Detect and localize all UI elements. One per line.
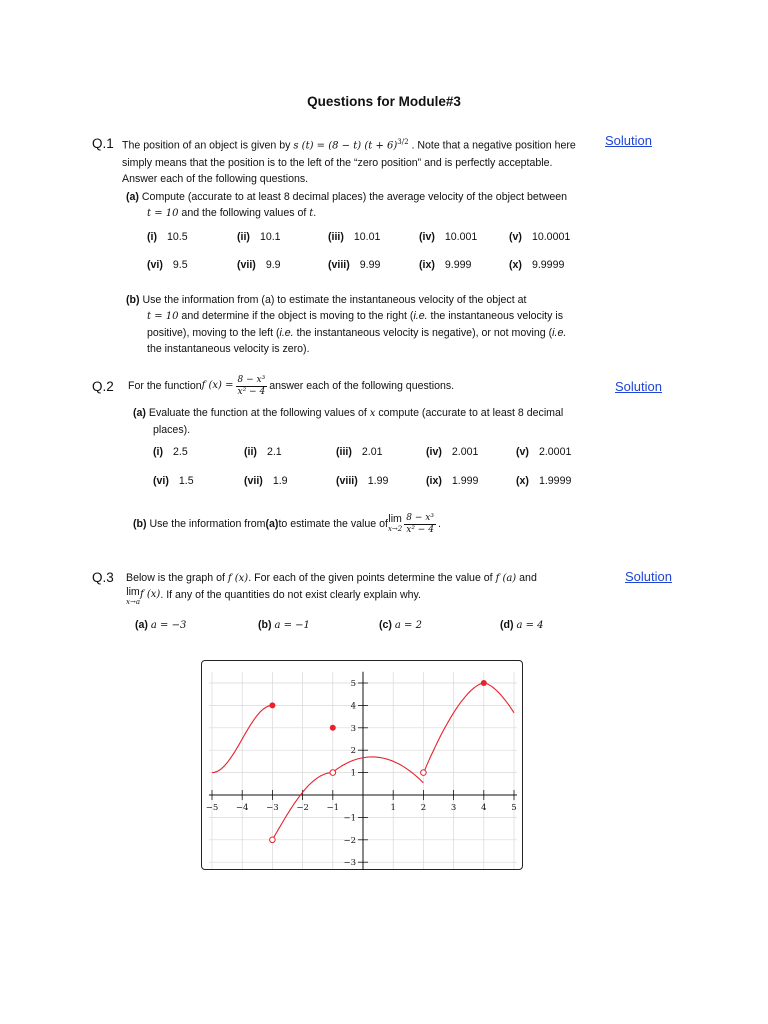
value-item (509, 259, 564, 271)
x-tick-label: 1 (390, 803, 396, 813)
value-number: 10.001 (444, 231, 478, 243)
y-tick-label: 5 (350, 679, 356, 689)
value-number: 9.999 (444, 259, 472, 271)
x-tick-label: −3 (266, 803, 279, 813)
value-label: (i) (153, 446, 163, 458)
value-number: 10.0001 (531, 231, 571, 243)
open-point (421, 770, 427, 776)
x-tick-label: −1 (326, 803, 340, 813)
value-number: 2.5 (173, 446, 188, 458)
value-label: (vi) (147, 259, 163, 271)
value-item (336, 446, 383, 458)
question-number-2: Q.2 (92, 379, 114, 394)
q3-part-value: a = 2 (394, 620, 422, 631)
value-number: 1.9 (272, 475, 288, 487)
value-label: (vii) (244, 475, 263, 487)
value-item (244, 475, 288, 487)
value-label: (ix) (426, 475, 442, 487)
q1-part-a: (a) Compute (accurate to at least 8 decimal places) the average velocity of the object between t = 10 and the following values of t. (126, 191, 568, 219)
value-item (426, 475, 478, 487)
x-tick-label: −5 (205, 803, 219, 813)
y-tick-label: 3 (350, 723, 356, 734)
question-number-3: Q.3 (92, 570, 114, 585)
value-item (237, 231, 281, 243)
value-item (237, 259, 281, 271)
value-label: (iv) (426, 446, 442, 458)
value-number: 9.9999 (531, 259, 565, 271)
value-number: 2.1 (266, 446, 282, 458)
value-item (516, 446, 571, 458)
value-label: (x) (509, 259, 522, 271)
value-item (147, 259, 188, 271)
q3-part (258, 617, 310, 634)
q3-part-label: (c) (379, 619, 395, 631)
value-label: (i) (147, 231, 157, 243)
value-label: (ix) (419, 259, 435, 271)
value-number: 10.01 (353, 231, 381, 243)
page-title: Questions for Module#3 (307, 94, 461, 109)
y-tick-label: 2 (350, 746, 356, 757)
value-item (426, 446, 478, 458)
function-graph (201, 660, 523, 870)
value-item (516, 475, 571, 487)
q3-part (500, 617, 544, 634)
q2-part-b: (b) Use the information from (a) to estimate the value of lim x→2 $\frac{\text{8 − x³}}{\text{x² − 4}}$ . (133, 512, 441, 535)
value-label: (ii) (244, 446, 257, 458)
value-label: (iii) (336, 446, 352, 458)
q2-part-a: (a) Evaluate the function at the following values of x compute (accurate to at least 8 decimal places). (133, 407, 564, 436)
x-tick-label: −2 (296, 803, 309, 813)
value-label: (v) (509, 231, 522, 243)
closed-point (481, 680, 487, 686)
q1-part-b: (b) Use the information from (a) to estimate the instantaneous velocity of the object at t = 10 and determine if the object is moving to the right (i.e. the instantaneous velocity is positive), moving to the left (i.e. the instantaneous velocity is negative), or not moving (i.e. the instantaneous velocity is zero). (126, 294, 567, 355)
value-number: 2.001 (451, 446, 479, 458)
closed-point (269, 702, 275, 708)
q3-solution-link[interactable]: Solution (625, 569, 672, 584)
q1-intro: The position of an object is given by s (t) = (8 − t) $(t + 6)^{3/2}$ . Note that a negative position here simply means that the position is to the left of the “zero position” and is perfectly acceptable. Answer each of the following questions. (122, 138, 576, 185)
y-tick-label: 1 (350, 768, 356, 779)
open-point (330, 770, 336, 776)
value-number: 2.01 (361, 446, 383, 458)
function-curve (333, 757, 424, 783)
x-tick-label: 2 (420, 803, 427, 813)
question-number-1: Q.1 (92, 136, 114, 151)
value-number: 10.1 (259, 231, 281, 243)
q2-solution-link[interactable]: Solution (615, 379, 662, 394)
value-label: (v) (516, 446, 529, 458)
value-label: (iv) (419, 231, 435, 243)
value-item (419, 231, 477, 243)
y-tick-label: 4 (350, 701, 356, 712)
x-tick-label: 5 (511, 803, 517, 813)
q3-part (135, 617, 186, 634)
q3-part-label: (b) (258, 619, 275, 631)
value-item (336, 475, 388, 487)
value-number: 9.9 (265, 259, 281, 271)
value-item (328, 231, 380, 243)
value-item (328, 259, 380, 271)
q3-part-value: a = 4 (516, 620, 544, 631)
q3-part-label: (a) (135, 619, 151, 631)
y-tick-label: −3 (343, 858, 356, 869)
value-label: (iii) (328, 231, 344, 243)
value-label: (viii) (336, 475, 358, 487)
q3-part-value: a = −3 (150, 620, 187, 631)
open-point (270, 837, 276, 843)
value-item (419, 259, 471, 271)
value-number: 1.9999 (538, 475, 572, 487)
q3-part-label: (d) (500, 619, 517, 631)
value-label: (viii) (328, 259, 350, 271)
value-label: (vi) (153, 475, 169, 487)
value-label: (ii) (237, 231, 250, 243)
value-item (509, 231, 570, 243)
x-tick-label: 4 (481, 803, 487, 813)
value-item (147, 231, 188, 243)
value-number: 2.0001 (538, 446, 572, 458)
q3-parts (135, 617, 595, 633)
function-curve (423, 683, 514, 773)
q3-intro: Below is the graph of f (x). For each of the given points determine the value of f (a) and lim x→a f (x) . If any of the quantities do not exist clearly explain why. (126, 572, 537, 606)
value-number: 1.999 (451, 475, 479, 487)
value-item (244, 446, 282, 458)
q2-intro: For the function f (x) = $\frac{\text{8 − x³}}{\text{x² − 4}}$ answer each of the following questions. (128, 374, 455, 397)
value-number: 1.99 (367, 475, 389, 487)
value-number: 1.5 (178, 475, 194, 487)
value-number: 10.5 (167, 231, 188, 243)
value-number: 9.5 (172, 259, 188, 271)
x-tick-label: −4 (235, 803, 249, 813)
q1-solution-link[interactable]: Solution (605, 133, 652, 148)
value-item (153, 475, 194, 487)
value-number: 9.99 (359, 259, 381, 271)
value-label: (vii) (237, 259, 256, 271)
value-item (153, 446, 188, 458)
x-tick-label: 3 (450, 803, 457, 813)
y-tick-label: −1 (343, 813, 356, 824)
q3-part (379, 617, 422, 634)
y-tick-label: −2 (343, 835, 356, 846)
q3-part-value: a = −1 (274, 620, 310, 631)
value-label: (x) (516, 475, 529, 487)
closed-point (330, 725, 336, 731)
